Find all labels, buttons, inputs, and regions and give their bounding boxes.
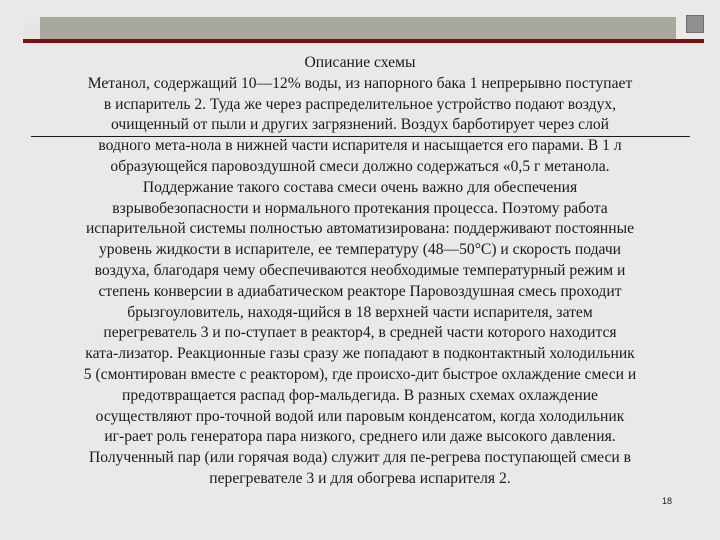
body-line: испарительной системы полностью автоматизирована: поддерживают постоянные [85,220,635,238]
slide-heading: Описание схемы [304,54,416,71]
body-line: Поддержание такого состава смеси очень важно для обеспечения [142,178,578,196]
body-line: Метанол, содержащий 10—12% воды, из напорного бака 1 непрерывно поступает [87,74,633,92]
header-square [686,15,704,33]
body-line: взрывобезопасности и нормального протекания процесса. Поэтому работа [112,199,608,217]
header-rule [23,39,704,43]
body-line: перегреватель 3 и по-ступает в реактор4, в средней части которого находится [103,324,617,342]
body-line: иг-рает роль генератора пара низкого, среднего или даже высокого давления. [104,428,616,446]
body-line: в испаритель 2. Туда же через распределительное устройство подают воздух, [103,95,617,113]
body-line: 5 (смонтирован вместе с реактором), где происхо-дит быстрое охлаждение смеси и [83,365,637,383]
body-line: образующейся паровоздушной смеси должно содержаться «0,5 г метанола. [110,157,610,175]
body-line: предотвращается распад фор-мальдегида. В разных схемах охлаждение [122,386,598,404]
body-line: Полученный пар (или горячая вода) служит для пе-регрева поступающей смеси в [88,449,632,467]
body-line: брызгоуловитель, находя-щийся в 18 верхней части испарителя, затем [127,303,593,321]
body-line: воздуха, благодаря чему обеспечиваются необходимые температурный режим и [94,261,626,279]
header-bar [40,17,676,39]
body-line: водного мета-нола в нижней части испарителя и насыщается его парами. В 1 л [98,137,622,155]
slide-body [25,53,695,490]
page-number: 18 [662,496,673,506]
body-line: осуществляют про-точной водой или паровым конденсатом, когда холодильник [95,407,625,425]
body-line: степень конверсии в адиабатическом реакторе Паровоздушная смесь проходит [98,282,622,300]
body-line: перегревателе 3 и для обогрева испарителя 2. [209,469,511,487]
body-line: очищенный от пыли и других загрязнений. Воздух барботирует через слой [110,116,609,134]
header-bar-left [23,17,40,39]
body-line: ката-лизатор. Реакционные газы сразу же попадают в подконтактный холодильник [85,345,635,363]
body-line: уровень жидкости в испарителе, ее температуру (48—50°С) и скорость подачи [98,241,622,259]
